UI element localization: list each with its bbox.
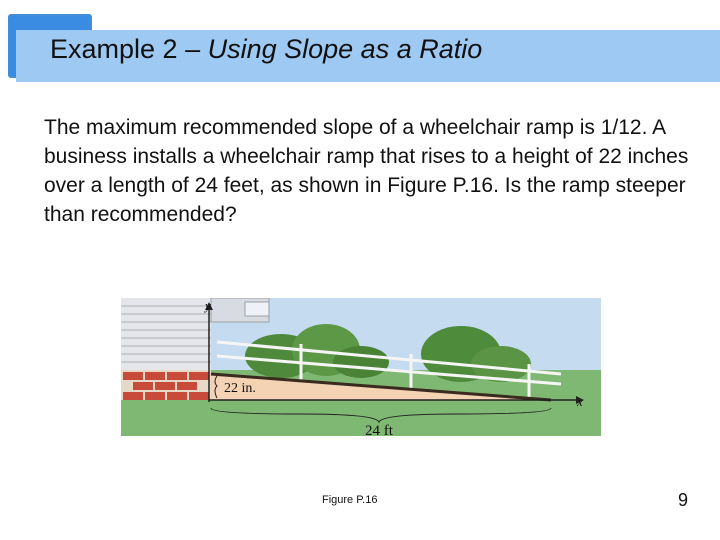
problem-text: The maximum recommended slope of a wheelchair ramp is 1/12. A business installs a wheelchair ramp that rises to a height of 22 inches over a length of 24 feet, as shown in Figure P.16. Is the ramp steeper than recommended? [44,116,689,226]
length-label: 24 ft [365,423,393,436]
page-number: 9 [678,490,689,510]
x-axis-label: x [577,394,583,409]
title-prefix: Example 2 – [50,34,208,64]
slide-title [50,34,482,65]
title-italic: Using Slope as a Ratio [207,34,483,64]
brick-wall [121,370,211,400]
height-label: 22 in. [224,381,256,396]
figure-caption: Figure P.16 [322,494,378,506]
y-axis-label: y [205,298,211,313]
ramp-figure [121,298,601,436]
